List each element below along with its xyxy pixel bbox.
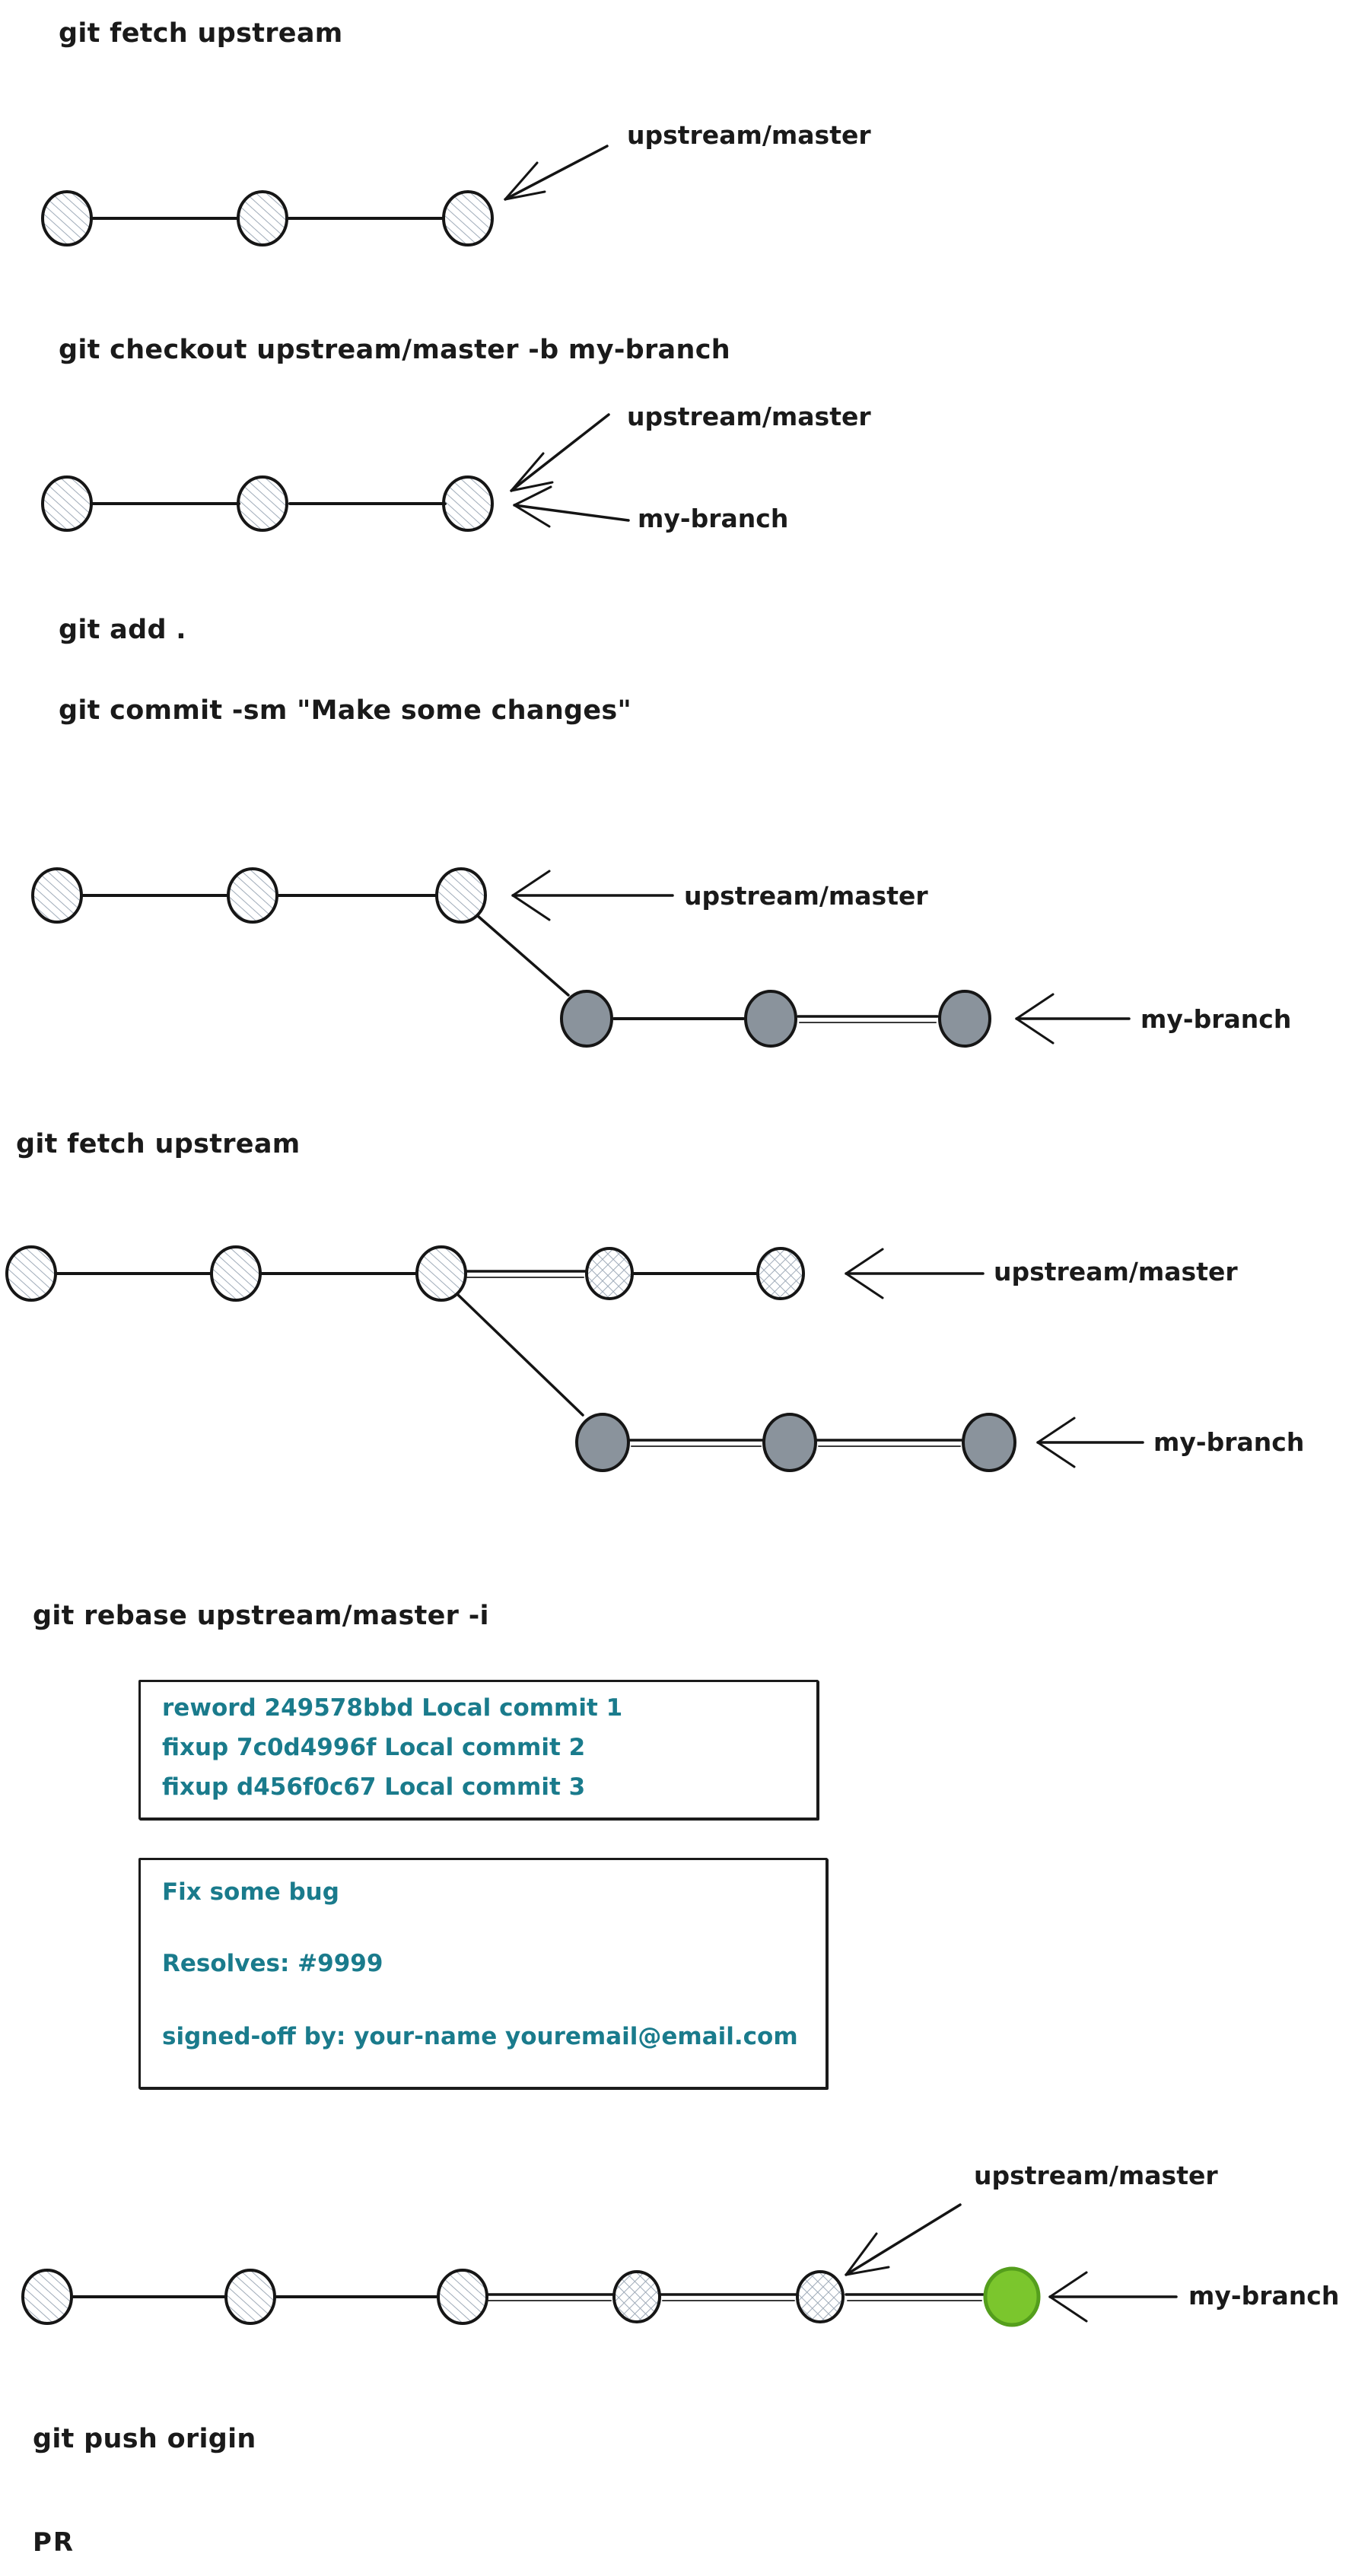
commit-node-hatched [444, 192, 492, 245]
commit-node-gray [940, 991, 990, 1046]
graph-after-checkout [43, 415, 628, 530]
commit-node-crosshatched [614, 2272, 660, 2322]
arrow-upstream-icon [511, 415, 609, 491]
label-my-branch-4: my-branch [1153, 1427, 1305, 1457]
commit-node-gray [561, 991, 612, 1046]
commit-node-crosshatched [797, 2272, 843, 2322]
rebase-todo-line-2: fixup 7c0d4996f Local commit 2 [162, 1734, 586, 1761]
command-git-add: git add . [59, 615, 186, 645]
label-my-branch-3: my-branch [1140, 1004, 1292, 1034]
arrow-upstream-icon [513, 871, 673, 920]
commit-node-hatched [7, 1247, 56, 1300]
arrow-to-head-icon [505, 146, 607, 199]
rebase-todo-line-3: fixup d456f0c67 Local commit 3 [162, 1773, 586, 1801]
command-git-push-origin: git push origin [33, 2424, 256, 2454]
graph-after-fetch [43, 146, 607, 245]
commit-node-hatched [33, 869, 81, 922]
commit-message-box [138, 1858, 828, 2089]
graph-after-second-fetch [7, 1247, 1143, 1471]
commit-message-line-1: Fix some bug [162, 1878, 339, 1906]
branch-fork-edge [458, 1295, 583, 1415]
command-git-fetch-upstream-2: git fetch upstream [16, 1129, 301, 1159]
commit-node-hatched [238, 192, 287, 245]
commit-node-hatched [226, 2270, 275, 2323]
arrow-upstream-icon [846, 2205, 960, 2275]
graph-after-commit [33, 869, 1129, 1046]
commit-node-crosshatched [758, 1248, 803, 1299]
commit-message-line-3: signed-off by: your-name youremail@email.com [162, 2023, 798, 2050]
arrow-upstream-icon [846, 1249, 983, 1298]
commit-node-gray [746, 991, 796, 1046]
label-upstream-master-4: upstream/master [994, 1257, 1238, 1286]
pr-label: PR [33, 2527, 75, 2558]
commit-node-gray [764, 1414, 816, 1471]
commit-node-hatched [43, 477, 91, 530]
commit-node-gray [963, 1414, 1015, 1471]
commit-node-hatched [417, 1247, 466, 1300]
commit-node-hatched [43, 192, 91, 245]
label-my-branch-2: my-branch [638, 504, 789, 533]
arrow-mybranch-icon [1038, 1418, 1143, 1467]
label-upstream-master-1: upstream/master [627, 120, 871, 150]
label-upstream-master-2: upstream/master [627, 402, 871, 431]
label-upstream-master-3: upstream/master [684, 881, 928, 911]
commit-node-hatched [212, 1247, 260, 1300]
commit-node-green [985, 2269, 1039, 2325]
commit-node-hatched [444, 477, 492, 530]
command-git-fetch-upstream-1: git fetch upstream [59, 18, 343, 49]
command-git-checkout: git checkout upstream/master -b my-branch [59, 335, 730, 365]
command-git-commit: git commit -sm "Make some changes" [59, 695, 632, 726]
commit-message-line-2: Resolves: #9999 [162, 1950, 383, 1977]
arrow-mybranch-icon [1050, 2272, 1176, 2321]
label-upstream-master-5: upstream/master [974, 2161, 1218, 2190]
commit-node-hatched [228, 869, 277, 922]
commit-node-hatched [238, 477, 287, 530]
label-my-branch-5: my-branch [1188, 2281, 1340, 2310]
commit-node-hatched [438, 2270, 487, 2323]
graph-after-rebase [23, 2205, 1176, 2325]
commit-node-hatched [437, 869, 485, 922]
commit-node-hatched [23, 2270, 72, 2323]
rebase-todo-line-1: reword 249578bbd Local commit 1 [162, 1694, 623, 1722]
rebase-todo-box [138, 1680, 819, 1820]
command-git-rebase: git rebase upstream/master -i [33, 1601, 489, 1631]
commit-node-crosshatched [587, 1248, 632, 1299]
commit-node-gray [577, 1414, 628, 1471]
branch-fork-edge [478, 916, 568, 995]
arrow-mybranch-icon [1016, 994, 1129, 1043]
arrow-mybranch-icon [514, 487, 628, 526]
